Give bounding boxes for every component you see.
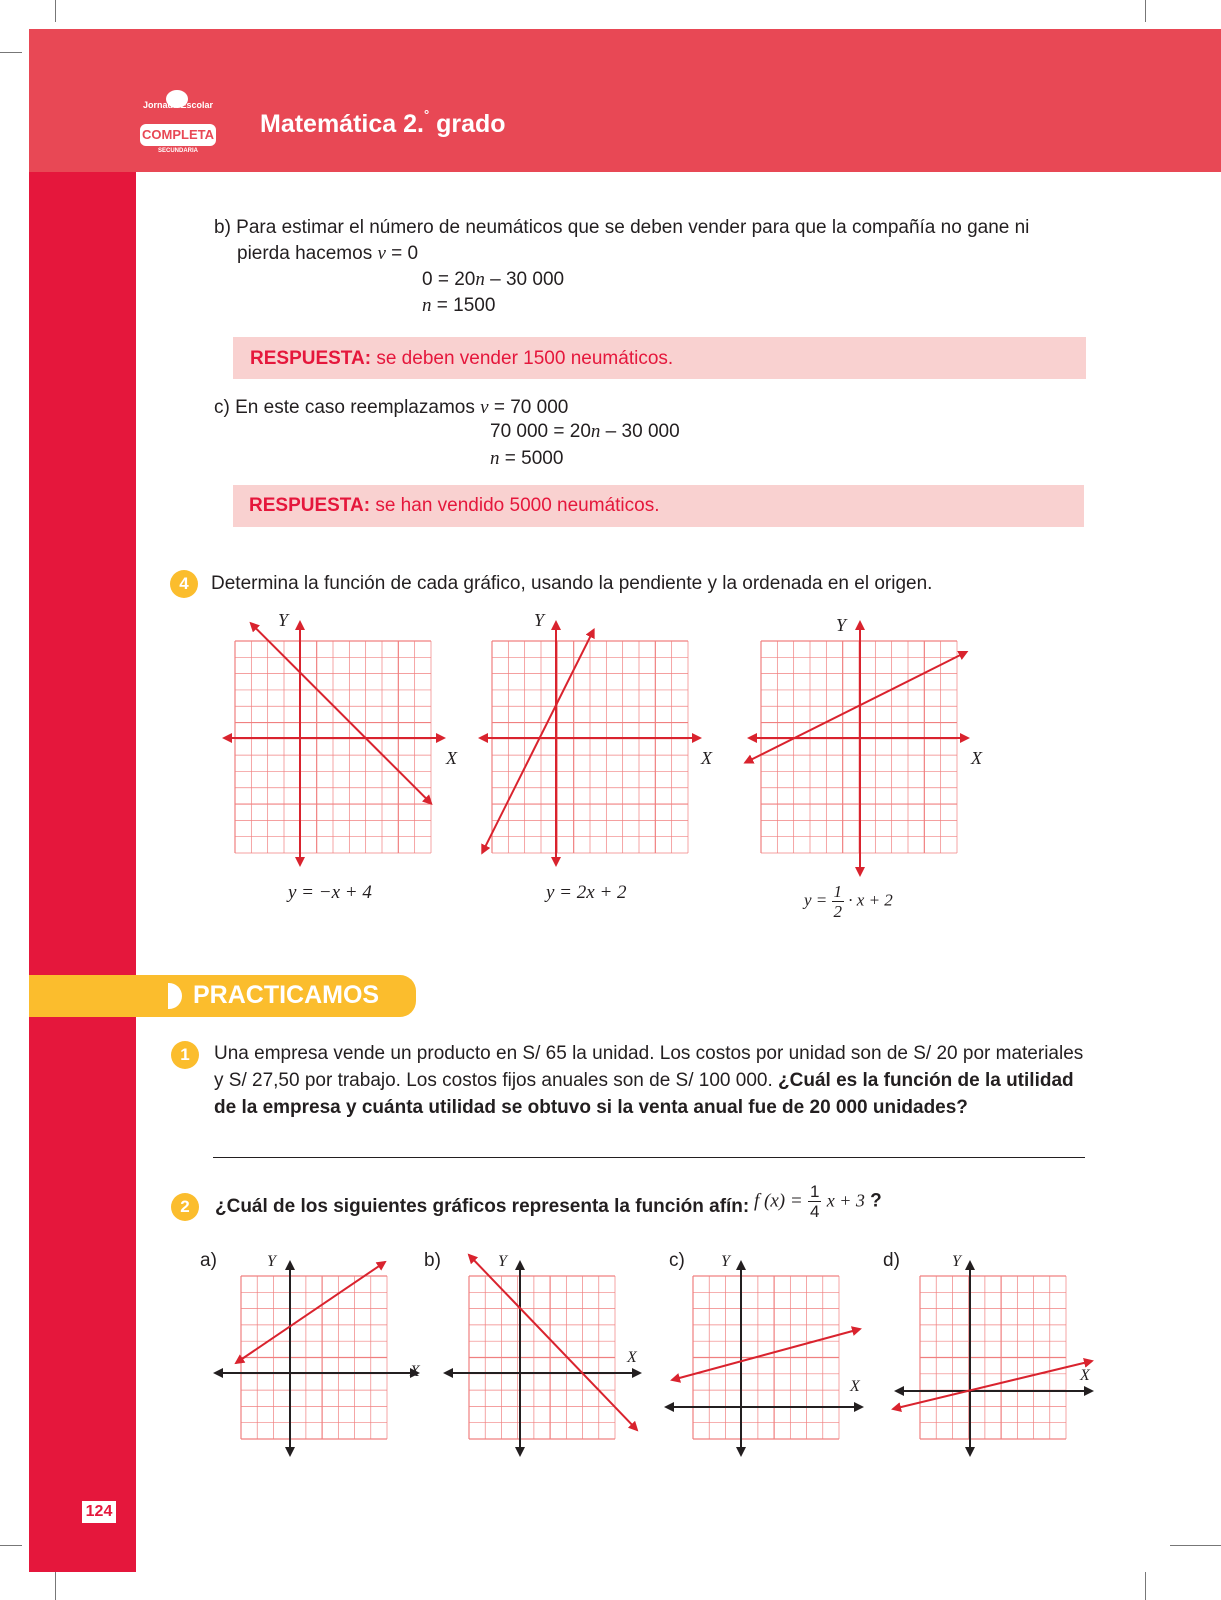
option-d-x-label: X bbox=[1080, 1367, 1090, 1384]
text: 70 000 = 20 bbox=[490, 421, 591, 442]
crop-mark bbox=[1145, 1572, 1146, 1600]
q2-prompt: ¿Cuál de los siguientes gráficos representa la función afín: bbox=[215, 1196, 750, 1217]
text: – 30 000 bbox=[484, 269, 565, 290]
fraction-den: 4 bbox=[809, 1202, 820, 1221]
logo-main-text: COMPLETA bbox=[142, 127, 214, 142]
option-b-x-label: X bbox=[627, 1349, 637, 1366]
part-b-line1: b) Para estimar el número de neumáticos que se deben vender para que la compañía no gane ni bbox=[214, 217, 1030, 238]
text: pierda hacemos bbox=[237, 243, 378, 264]
text: = 5000 bbox=[499, 448, 564, 469]
text: = 1500 bbox=[431, 295, 496, 316]
graph3-y-label: Y bbox=[836, 615, 847, 635]
var: n bbox=[490, 448, 500, 469]
option-a-letter[interactable]: a) bbox=[200, 1250, 217, 1271]
option-b-letter[interactable]: b) bbox=[424, 1250, 441, 1271]
answer-c bbox=[249, 495, 660, 517]
fraction-num: 1 bbox=[833, 882, 843, 901]
text: 0 = 20 bbox=[422, 269, 476, 290]
exercise-number-badge: 4 bbox=[170, 570, 198, 598]
crop-mark bbox=[0, 1545, 22, 1546]
graph1-x-label: X bbox=[446, 748, 457, 768]
fraction-den: 2 bbox=[833, 902, 843, 921]
answer-line[interactable] bbox=[213, 1157, 1085, 1158]
var: n bbox=[475, 269, 485, 290]
var: n bbox=[422, 295, 432, 316]
crop-mark bbox=[0, 52, 22, 53]
part-c-eq1 bbox=[490, 421, 680, 443]
text: y S/ 27,50 por trabajo. Los costos fijos anuales son de S/ 100 000. bbox=[214, 1070, 779, 1091]
option-d-function-line bbox=[893, 1361, 1092, 1409]
part-c-line1 bbox=[214, 394, 568, 421]
var: v bbox=[377, 243, 386, 264]
part-b-eq2 bbox=[422, 295, 495, 317]
graph3-caption bbox=[804, 882, 893, 921]
graph3-function-line bbox=[745, 652, 966, 763]
option-c-x-label: X bbox=[850, 1378, 860, 1395]
title-degree: ° bbox=[423, 106, 430, 122]
q2-graphs bbox=[0, 1240, 1221, 1460]
fraction-num: 1 bbox=[809, 1182, 820, 1201]
question-number-badge: 2 bbox=[171, 1193, 199, 1221]
crop-mark bbox=[55, 0, 56, 22]
answer-text: se han vendido 5000 neumáticos. bbox=[370, 495, 660, 516]
part-b-line2 bbox=[237, 240, 418, 267]
option-a-function-line bbox=[236, 1262, 385, 1363]
caption-pre: y = bbox=[804, 890, 828, 910]
graph2-y-label: Y bbox=[534, 610, 545, 630]
answer-label: RESPUESTA: bbox=[249, 495, 371, 516]
answer-text: se deben vender 1500 neumáticos. bbox=[371, 348, 674, 369]
option-d-y-label: Y bbox=[952, 1253, 961, 1270]
graph2-function-line bbox=[482, 630, 594, 853]
page-title bbox=[260, 106, 506, 139]
q1-line1: Una empresa vende un producto en S/ 65 la unidad. Los costos por unidad son de S/ 20 por materiales bbox=[214, 1043, 1084, 1064]
function-tail: x + 3 bbox=[826, 1190, 865, 1211]
function-name: f (x) = bbox=[754, 1190, 803, 1212]
answer-label: RESPUESTA: bbox=[250, 348, 372, 369]
crop-mark bbox=[1145, 0, 1146, 22]
q2-function bbox=[754, 1182, 882, 1221]
option-c-function-line bbox=[672, 1329, 860, 1380]
option-c-letter[interactable]: c) bbox=[669, 1250, 685, 1271]
option-a-x-label: X bbox=[410, 1363, 420, 1380]
var: v bbox=[480, 397, 489, 418]
option-a-y-label: Y bbox=[267, 1253, 276, 1270]
graph1-caption: y = −x + 4 bbox=[288, 882, 372, 903]
graph1-y-label: Y bbox=[278, 610, 289, 630]
caption-post: · x + 2 bbox=[848, 890, 893, 910]
var: n bbox=[590, 421, 601, 442]
graph2-caption: y = 2x + 2 bbox=[546, 882, 627, 903]
question-mark: ? bbox=[870, 1190, 882, 1212]
fraction bbox=[808, 1182, 821, 1221]
question-number-badge: 1 bbox=[171, 1041, 199, 1069]
option-d-letter[interactable]: d) bbox=[883, 1250, 900, 1271]
option-b-function-line bbox=[469, 1255, 637, 1430]
option-b-y-label: Y bbox=[498, 1253, 507, 1270]
text: = 0 bbox=[385, 243, 419, 264]
part-b-eq1 bbox=[422, 269, 564, 291]
practicamos-label: PRACTICAMOS bbox=[193, 981, 380, 1009]
logo-top-text: Jornada Escolar bbox=[142, 100, 214, 110]
crop-mark bbox=[55, 1572, 56, 1600]
page-number: 124 bbox=[82, 1501, 116, 1523]
graph3-x-label: X bbox=[971, 748, 982, 768]
option-c-y-label: Y bbox=[721, 1253, 730, 1270]
part-c-eq2 bbox=[490, 448, 563, 470]
fraction bbox=[832, 882, 845, 921]
title-end: grado bbox=[429, 110, 506, 138]
crop-mark bbox=[1170, 1545, 1221, 1546]
graph1-function-line bbox=[251, 623, 431, 803]
title-main: Matemática 2. bbox=[260, 110, 424, 138]
text: c) En este caso reemplazamos bbox=[214, 397, 481, 418]
graph2-x-label: X bbox=[701, 748, 712, 768]
logo-bottom-text: SECUNDARIA bbox=[157, 148, 198, 154]
q1-line3: de la empresa y cuánta utilidad se obtuvo si la venta anual fue de 20 000 unidades? bbox=[214, 1097, 968, 1118]
q1-line2 bbox=[214, 1067, 1074, 1094]
text: – 30 000 bbox=[600, 421, 680, 442]
text: = 70 000 bbox=[488, 397, 569, 418]
exercise4-prompt: Determina la función de cada gráfico, usando la pendiente y la ordenada en el origen. bbox=[211, 573, 933, 594]
answer-b bbox=[250, 348, 673, 370]
bold-text: ¿Cuál es la función de la utilidad bbox=[778, 1070, 1074, 1091]
